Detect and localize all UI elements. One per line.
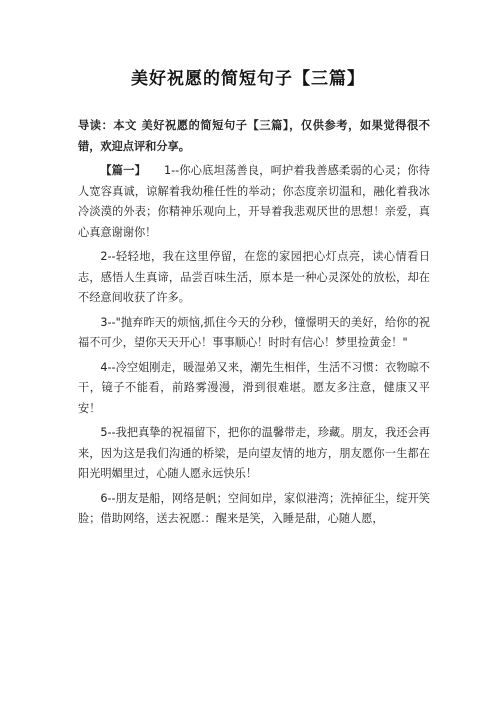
paragraph-5: 5--我把真挚的祝福留下，把你的温馨带走，珍藏。朋友，我还会再来，因为这是我们沟通的桥梁，是向望友情的地方，朋友愿你一生都在阳光明媚里过，心随人愿永远快乐！ xyxy=(78,426,430,480)
intro-lead: 导读：本文 xyxy=(78,119,142,132)
paragraph-4: 4--冷空姐刚走，暖湿弟又来，潮先生相伴，生活不习惯：衣物晾不干，镜子不能看，前路雾漫漫，滑到很难堪。愿友多注意，健康又平安！ xyxy=(78,360,430,415)
paragraph-6: 6--朋友是船，网络是帆；空间如岸，家似港湾；洗掉征尘，绽开笑脸；借助网络，送去祝愿.：醒来是笑，入睡是甜，心随人愿， xyxy=(78,491,430,525)
section-label: 【篇一】 xyxy=(100,164,146,177)
document-body xyxy=(78,116,430,534)
paragraph-2: 2--轻轻地，我在这里停留，在您的家园把心灯点亮，读心情看日志，感悟人生真谛，品尝百味生活，原本是一种心灵深处的放松，却在不经意间收获了许多。 xyxy=(78,250,430,304)
paragraph-1 xyxy=(78,161,430,243)
intro-paragraph xyxy=(78,116,430,157)
intro-bold-title: 美好祝愿的简短句子【三篇】 xyxy=(141,119,290,132)
intro-rest: ，仅供参考，如果觉得很不错，欢迎点评和分享。 xyxy=(78,119,430,153)
paragraph-3: 3--"抛弃昨天的烦恼,抓住今天的分秒，憧憬明天的美好，给你的祝福不可少，望你天天开心！事事顺心！时时有信心！梦里捡黄金！" xyxy=(78,315,430,349)
document-title: 美好祝愿的简短句子【三篇】 xyxy=(131,69,365,89)
paragraph-1-text: 1--你心底坦荡善良，呵护着我善感柔弱的心灵；你待人宽容真诚，谅解着我幼稚任性的举动；你态度亲切温和，融化着我冰冷淡漠的外表；你精神乐观向上，开导着我悲观厌世的思想！亲爱，真心真意谢谢你！ xyxy=(78,164,430,239)
